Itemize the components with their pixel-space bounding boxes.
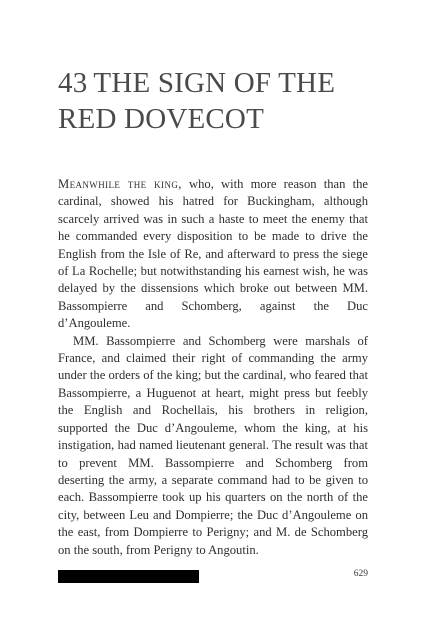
chapter-title-line-1: THE SIGN OF THE	[93, 67, 336, 99]
paragraph-1-text: who, with more reason than the cardinal, showed his hatred for Buckingham, although scarcely arrived was in such a haste to meet the enemy that he commanded every disposition to be made to drive the English from the Isle of Re, and afterward to press the siege of La Rochelle; but notwithstanding his earnest wish, he was delayed by the dissensions which broke out between MM. Bassompierre and Schomberg, against the Duc d’Angouleme.	[58, 177, 368, 331]
paragraph-lead-smallcaps: Meanwhile the king,	[58, 177, 182, 191]
paragraph-2	[58, 333, 368, 559]
chapter-number: 43	[58, 67, 88, 99]
chapter-title	[58, 65, 378, 137]
page-number: 629	[353, 569, 368, 579]
chapter-body	[58, 176, 368, 559]
redaction-bar	[58, 570, 199, 583]
chapter-title-line-2: RED DOVECOT	[58, 103, 264, 135]
paragraph-2-text: MM. Bassompierre and Schomberg were marshals of France, and claimed their right of commanding the army under the orders of the king; but the cardinal, who feared that Bassompierre, a Huguenot at heart, might press but feebly the English and Rochellais, his brothers in religion, supported the Duc d’Angouleme, whom the king, at his instigation, had named lieutenant general. The result was that to prevent MM. Bassompierre and Schomberg from deserting the army, a separate command had to be given to each. Bassompierre took up his quarters on the north of the city, between Leu and Dompierre; the Duc d’Angouleme on the east, from Dompierre to Perigny; and M. de Schomberg on the south, from Perigny to Angoutin.	[58, 333, 368, 557]
paragraph-1	[58, 176, 368, 333]
